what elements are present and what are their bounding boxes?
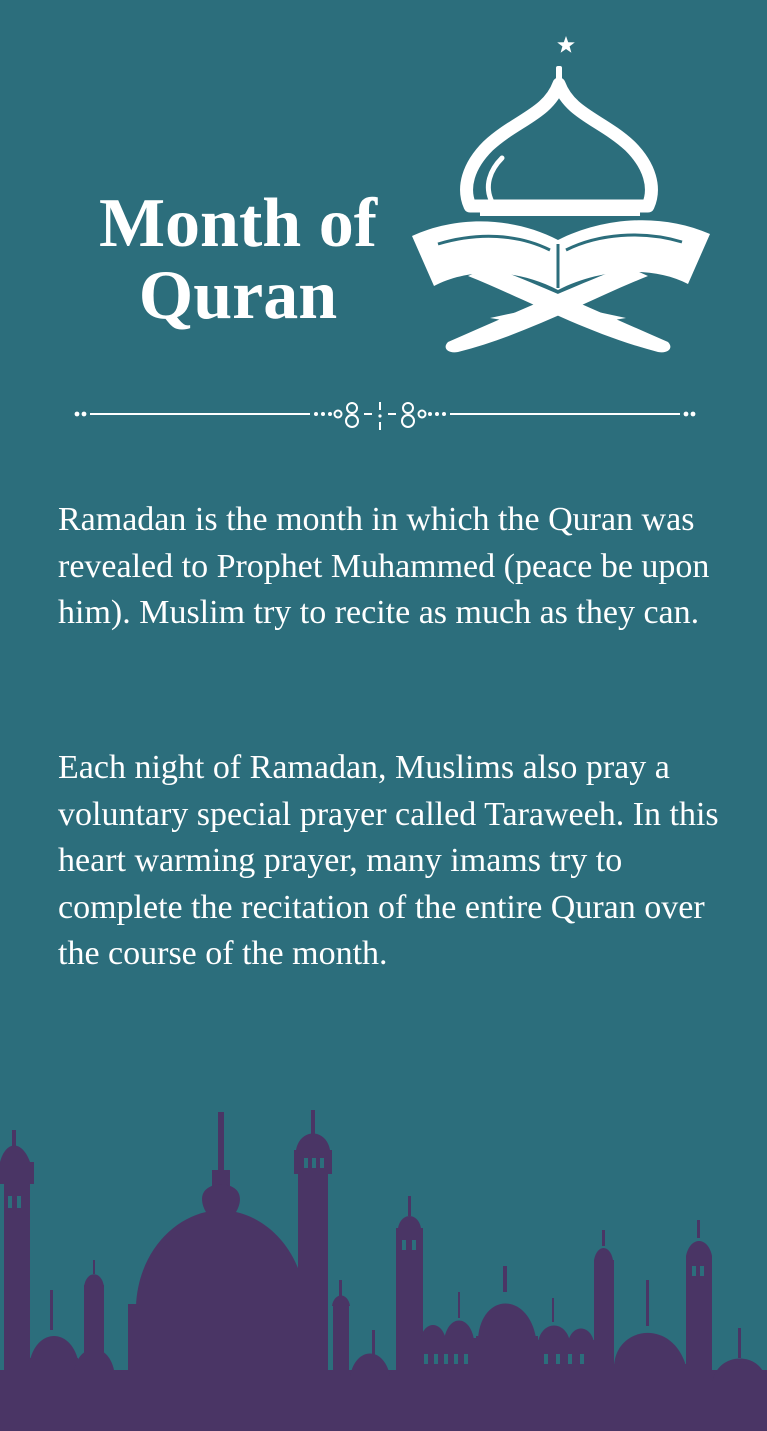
mosque-dome-quran-stand-icon	[398, 18, 718, 363]
mosque-skyline-silhouette	[0, 1070, 767, 1431]
ornamental-divider	[74, 394, 698, 434]
paragraph-quran-revelation: Ramadan is the month in which the Quran was revealed to Prophet Muhammed (peace be upon him). Muslim try to recite as much as they can.	[58, 501, 710, 631]
paragraph-taraweeh: Each night of Ramadan, Muslims also pray a voluntary special prayer called Taraweeh. In this heart warming prayer, many imams try to complete the recitation of the entire Quran over the course of the month.	[58, 749, 719, 972]
page-title	[58, 185, 418, 334]
title-line-2: Quran	[138, 257, 338, 334]
title-line-1: Month of	[98, 185, 378, 262]
